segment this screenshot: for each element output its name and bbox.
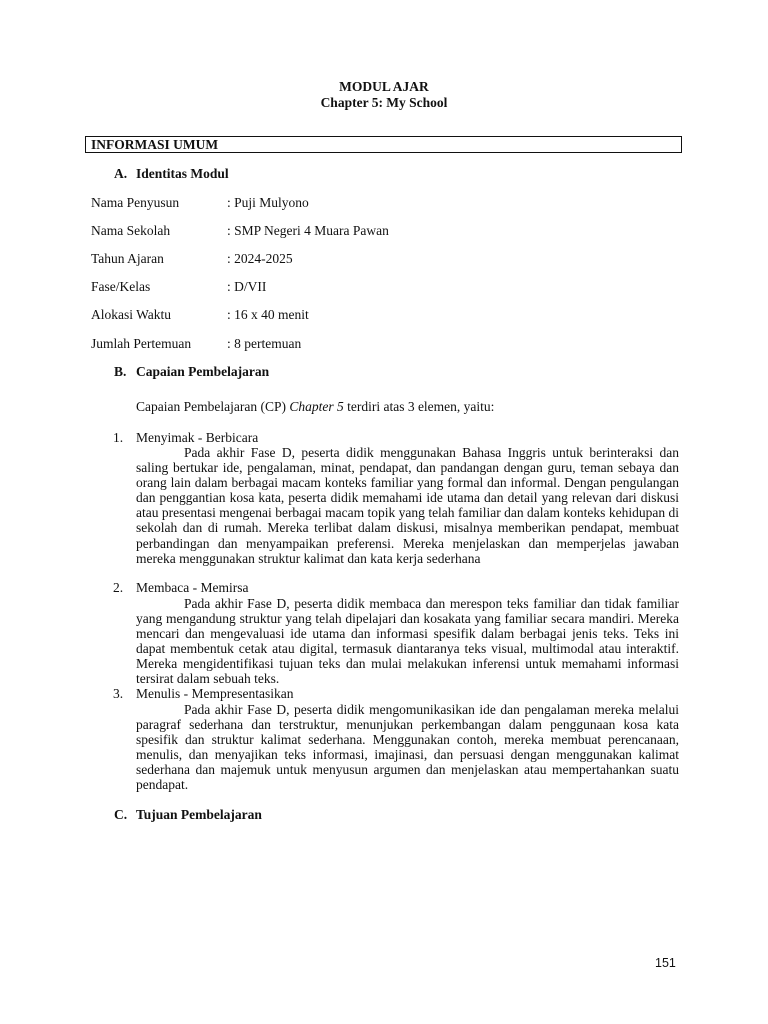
element-heading [113,430,258,446]
section-b-heading [114,364,269,380]
section-a-letter: A. [114,166,128,181]
identity-row [91,195,309,211]
section-b-letter: B. [114,364,127,379]
identity-label: Alokasi Waktu [91,307,172,322]
document-title: MODUL AJAR [339,79,429,94]
section-a-title: Identitas Modul [136,166,229,181]
cp-intro-pre: Capaian Pembelajaran (CP) [136,399,290,414]
identity-row [91,336,301,352]
section-c-title: Tujuan Pembelajaran [136,807,262,822]
identity-value: : 16 x 40 menit [227,307,309,322]
element-heading [113,686,293,702]
element-paragraph: Pada akhir Fase D, peserta didik membaca dan merespon teks familiar dan tidak familiar yang mengandung struktur yang telah dipelajari dan kosakata yang familiar secara mandiri. Mereka mencari dan mengevaluasi ide utama dan informasi spesifik dalam berbagai jenis teks. Teks ini dapat membentuk cetak atau digital, termasuk diantaranya teks visual, multimodal atau interaktif. Mereka mengidentifikasi tujuan teks dan mulai melakukan inferensi untuk memahami informasi tersirat dalam sebuah teks. [136,596,679,687]
page-number: 151 [655,956,676,970]
identity-label: Nama Sekolah [91,223,171,238]
document-subtitle: Chapter 5: My School [320,95,448,110]
identity-row [91,223,389,239]
element-number: 2. [113,580,124,595]
identity-value: : Puji Mulyono [227,195,309,210]
identity-row [91,307,309,323]
identity-label: Tahun Ajaran [91,251,164,266]
section-c-letter: C. [114,807,128,822]
section-b-title: Capaian Pembelajaran [136,364,270,379]
element-title: Menyimak - Berbicara [136,430,259,445]
identity-label: Fase/Kelas [91,279,151,294]
element-number: 3. [113,686,124,701]
element-paragraph: Pada akhir Fase D, peserta didik mengomunikasikan ide dan pengalaman mereka melalui paragraf sederhana dan terstruktur, menunjukan perkembangan dalam penggunaan kosa kata spesifik dan struktur kalimat sederhana. Menggunakan contoh, mereka membuat perencanaan, menulis, dan menyajikan teks informasi, imajinasi, dan persuasi dengan menggunakan kalimat sederhana dan majemuk untuk menyusun argumen dan menjelaskan atau mempertahankan suatu pendapat. [136,702,679,793]
identity-label: Nama Penyusun [91,195,180,210]
identity-row [91,279,266,295]
element-heading [113,580,248,596]
section-a-heading [114,166,229,182]
identity-value: : 8 pertemuan [227,336,302,351]
cp-intro-chapter: Chapter 5 [289,399,344,414]
element-number: 1. [113,430,124,445]
element-title: Menulis - Mempresentasikan [136,686,294,701]
identity-row [91,251,293,267]
section-c-heading [114,807,262,823]
element-paragraph: Pada akhir Fase D, peserta didik menggunakan Bahasa Inggris untuk berinteraksi dan saling bertukar ide, pengalaman, minat, pendapat, dan pandangan dengan guru, teman sebaya dan orang lain dalam berbagai macam konteks familiar yang formal dan informal. Dengan pengulangan dan penggantian kosa kata, peserta didik memahami ide utama dan detail yang relevan dari diskusi atau presentasi mengenai berbagai macam topik yang telah familiar dan dalam konteks kehidupan di sekolah dan di rumah. Mereka terlibat dalam diskusi, misalnya memberikan pendapat, membuat perbandingan dan menyampaikan preferensi. Mereka menjelaskan dan memperjelas jawaban mereka menggunakan struktur kalimat dan kata kerja sederhana [136,445,679,566]
identity-value: : 2024-2025 [227,251,293,266]
identity-label: Jumlah Pertemuan [91,336,192,351]
info-box-heading: INFORMASI UMUM [85,136,682,153]
cp-intro-post: terdiri atas 3 elemen, yaitu: [343,399,495,414]
element-title: Membaca - Memirsa [136,580,249,595]
identity-value: : D/VII [227,279,267,294]
identity-value: : SMP Negeri 4 Muara Pawan [227,223,389,238]
cp-intro-text [136,399,494,415]
